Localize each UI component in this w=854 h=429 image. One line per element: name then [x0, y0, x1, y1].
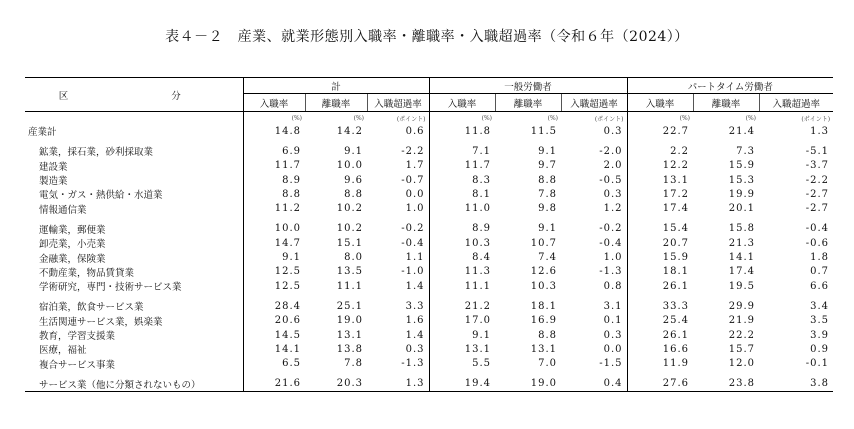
value-cell: -5.1: [805, 145, 830, 157]
value-cell: 10.3: [530, 280, 558, 292]
value-cell: 11.3: [464, 266, 492, 278]
value-cell: 13.8: [336, 343, 363, 355]
value-cell: 8.9: [282, 174, 301, 186]
value-cell: -0.2: [561, 216, 627, 236]
value-cell: 0.3: [561, 328, 627, 342]
value-cell: -2.0: [561, 138, 627, 158]
value-cell: 0.7: [810, 266, 830, 278]
unit-label: (%): [291, 114, 302, 122]
value-cell: 10.0: [336, 160, 363, 172]
value-cell: 1.4: [367, 328, 429, 342]
value-cell: 5.5: [472, 358, 492, 370]
value-cell: -0.2: [367, 216, 429, 236]
value-cell: 1.0: [561, 250, 627, 264]
value-cell: 11.1: [464, 280, 492, 292]
value-cell: 9.1: [538, 145, 558, 157]
value-cell: 9.1: [538, 223, 558, 235]
value-cell: 1.4: [367, 279, 429, 293]
value-cell: 15.7: [728, 343, 756, 355]
value-cell: 1.3: [367, 371, 429, 392]
value-cell: 17.2: [662, 188, 690, 200]
value-cell: 0.0: [367, 187, 429, 201]
value-cell: 1.0: [367, 201, 429, 215]
value-cell: 1.6: [367, 314, 429, 328]
table-row: [25, 201, 833, 215]
value-cell: -1.0: [367, 265, 429, 279]
row-label: 宿泊業，飲食サービス業: [25, 293, 243, 313]
value-cell: 1.2: [561, 201, 627, 215]
value-cell: -0.4: [805, 223, 830, 235]
table-row: [25, 265, 833, 279]
value-cell: 8.9: [472, 223, 492, 235]
table-row: [25, 250, 833, 264]
row-label: 学術研究，専門・技術サービス業: [25, 279, 243, 293]
value-cell: 10.0: [274, 223, 301, 235]
value-cell: 0.8: [561, 279, 627, 293]
value-cell: 11.2: [274, 203, 301, 215]
value-cell: 9.8: [538, 203, 558, 215]
row-label: 運輸業，郵便業: [25, 216, 243, 236]
value-cell: 10.2: [336, 203, 363, 215]
value-cell: 19.4: [429, 371, 495, 392]
value-cell: 15.3: [728, 174, 756, 186]
table-row: [25, 124, 833, 138]
value-cell: -0.6: [805, 237, 830, 249]
value-cell: 1.3: [810, 125, 830, 137]
unit-label: (%): [353, 114, 364, 122]
col-header-net-rate: 入職超過率: [759, 94, 833, 112]
value-cell: 26.1: [662, 280, 690, 292]
value-cell: 0.6: [367, 124, 429, 138]
value-cell: -2.2: [805, 174, 830, 186]
value-cell: 14.1: [274, 343, 301, 355]
table-row: [25, 371, 833, 392]
table-row: [25, 159, 833, 173]
value-cell: 12.5: [274, 266, 301, 278]
value-cell: 0.3: [561, 187, 627, 201]
value-cell: -1.5: [561, 356, 627, 370]
value-cell: -3.7: [805, 160, 830, 172]
value-cell: 15.4: [662, 223, 690, 235]
value-cell: 6.6: [810, 280, 830, 292]
row-label: 産業計: [25, 124, 243, 138]
value-cell: 17.4: [728, 266, 756, 278]
value-cell: 19.5: [728, 280, 756, 292]
row-label: 教育，学習支援業: [25, 328, 243, 342]
unit-label: (ポイント): [367, 112, 429, 125]
value-cell: 7.8: [538, 188, 558, 200]
unit-label: (%): [679, 114, 691, 122]
value-cell: 17.0: [464, 315, 492, 327]
table-row: [25, 138, 833, 158]
value-cell: 12.6: [530, 266, 558, 278]
value-cell: 25.4: [662, 315, 690, 327]
value-cell: 14.7: [274, 237, 301, 249]
unit-label: (ポイント): [801, 115, 831, 123]
table-row: [25, 173, 833, 187]
kubun-header: 区 分: [25, 78, 243, 112]
value-cell: 9.1: [472, 329, 492, 341]
value-cell: 7.1: [472, 145, 492, 157]
value-cell: -2.7: [805, 188, 830, 200]
value-cell: 18.1: [662, 266, 690, 278]
row-label: 情報通信業: [25, 201, 243, 215]
value-cell: 11.1: [336, 280, 363, 292]
value-cell: 25.1: [336, 300, 363, 312]
value-cell: 28.4: [274, 300, 301, 312]
col-header-separation-rate: 離職率: [693, 94, 759, 112]
value-cell: 9.6: [344, 174, 363, 186]
value-cell: 13.1: [662, 174, 690, 186]
value-cell: 2.0: [561, 159, 627, 173]
value-cell: 9.1: [344, 145, 363, 157]
table-row: [25, 342, 833, 356]
value-cell: 20.6: [274, 315, 301, 327]
row-label: 製造業: [25, 173, 243, 187]
value-cell: 21.2: [464, 300, 492, 312]
value-cell: 11.5: [530, 125, 558, 137]
value-cell: 20.3: [305, 371, 367, 392]
table-title: 表４－２ 産業、就業形態別入職率・離職率・入職超過率（令和６年（2024））: [165, 29, 689, 45]
value-cell: 15.9: [662, 252, 690, 264]
value-cell: 12.2: [662, 160, 690, 172]
value-cell: 13.5: [336, 266, 363, 278]
value-cell: 19.9: [728, 188, 756, 200]
value-cell: 8.8: [344, 188, 363, 200]
value-cell: 6.5: [282, 358, 301, 370]
row-label: 複合サービス事業: [25, 356, 243, 370]
value-cell: 22.2: [728, 329, 756, 341]
table-row: [25, 328, 833, 342]
value-cell: 16.9: [530, 315, 558, 327]
col-header-net-rate: 入職超過率: [561, 94, 627, 112]
value-cell: 17.4: [662, 203, 690, 215]
col-header-entry-rate: 入職率: [243, 94, 305, 112]
value-cell: 21.4: [728, 125, 756, 137]
value-cell: 19.0: [495, 371, 561, 392]
row-label: 金融業，保険業: [25, 250, 243, 264]
table-row: [25, 187, 833, 201]
value-cell: 8.1: [472, 188, 492, 200]
value-cell: 1.1: [367, 250, 429, 264]
value-cell: -0.4: [367, 236, 429, 250]
value-cell: 8.8: [538, 329, 558, 341]
value-cell: 10.3: [464, 237, 492, 249]
unit-label: (ポイント): [561, 112, 627, 125]
value-cell: 7.8: [344, 358, 363, 370]
value-cell: -0.1: [805, 358, 830, 370]
value-cell: 21.3: [728, 237, 756, 249]
value-cell: 7.0: [538, 358, 558, 370]
value-cell: 7.3: [736, 145, 756, 157]
turnover-table: [25, 77, 833, 392]
value-cell: 23.8: [693, 371, 759, 392]
table-row: [25, 293, 833, 313]
unit-label: (%): [745, 114, 757, 122]
value-cell: 3.1: [561, 293, 627, 313]
header-row-groups: [25, 78, 833, 94]
value-cell: 0.4: [561, 371, 627, 392]
value-cell: 3.5: [810, 315, 830, 327]
value-cell: 1.8: [810, 252, 830, 264]
value-cell: 11.7: [464, 160, 492, 172]
value-cell: -2.7: [805, 203, 830, 215]
value-cell: -2.2: [367, 138, 429, 158]
group-header-general: 一般労働者: [429, 78, 627, 94]
value-cell: 8.4: [472, 252, 492, 264]
col-header-separation-rate: 離職率: [305, 94, 367, 112]
value-cell: 12.0: [728, 358, 756, 370]
value-cell: 0.9: [810, 343, 830, 355]
value-cell: 1.7: [367, 159, 429, 173]
table-row: [25, 279, 833, 293]
col-header-net-rate: 入職超過率: [367, 94, 429, 112]
value-cell: 27.6: [627, 371, 693, 392]
value-cell: 15.1: [336, 237, 363, 249]
value-cell: 9.1: [282, 252, 301, 264]
value-cell: 14.2: [336, 125, 363, 137]
group-header-total: 計: [243, 78, 429, 94]
value-cell: 29.9: [728, 300, 756, 312]
value-cell: 10.2: [336, 223, 363, 235]
value-cell: 3.3: [367, 293, 429, 313]
row-label: 鉱業，採石業，砂利採取業: [25, 138, 243, 158]
value-cell: 16.6: [662, 343, 690, 355]
value-cell: 11.7: [274, 160, 301, 172]
value-cell: 20.1: [728, 203, 756, 215]
table-row: [25, 236, 833, 250]
row-label: 電気・ガス・熱供給・水道業: [25, 187, 243, 201]
value-cell: 0.3: [367, 342, 429, 356]
value-cell: 18.1: [530, 300, 558, 312]
value-cell: 0.3: [561, 124, 627, 138]
value-cell: -0.7: [367, 173, 429, 187]
value-cell: -1.3: [367, 356, 429, 370]
value-cell: 15.8: [728, 223, 756, 235]
value-cell: 2.2: [670, 145, 690, 157]
value-cell: 8.3: [472, 174, 492, 186]
value-cell: 20.7: [662, 237, 690, 249]
col-header-entry-rate: 入職率: [429, 94, 495, 112]
row-label: 建設業: [25, 159, 243, 173]
col-header-entry-rate: 入職率: [627, 94, 693, 112]
value-cell: -1.3: [561, 265, 627, 279]
row-label: 不動産業，物品賃貸業: [25, 265, 243, 279]
value-cell: 12.5: [274, 280, 301, 292]
value-cell: 14.1: [728, 252, 756, 264]
value-cell: 26.1: [662, 329, 690, 341]
value-cell: -0.5: [561, 173, 627, 187]
value-cell: 14.5: [274, 329, 301, 341]
value-cell: 21.9: [728, 315, 756, 327]
table-row: [25, 314, 833, 328]
value-cell: 8.8: [538, 174, 558, 186]
value-cell: 21.6: [243, 371, 305, 392]
value-cell: 8.8: [282, 188, 301, 200]
value-cell: 10.7: [530, 237, 558, 249]
value-cell: 8.0: [344, 252, 363, 264]
value-cell: -0.4: [561, 236, 627, 250]
value-cell: 6.9: [282, 145, 301, 157]
table-row: [25, 216, 833, 236]
row-label: 医療，福祉: [25, 342, 243, 356]
unit-label: (%): [481, 114, 493, 122]
col-header-separation-rate: 離職率: [495, 94, 561, 112]
value-cell: 13.1: [336, 329, 363, 341]
value-cell: 9.7: [538, 160, 558, 172]
group-header-parttime: パートタイム労働者: [627, 78, 833, 94]
row-label: 卸売業，小売業: [25, 236, 243, 250]
row-label: サービス業（他に分類されないもの）: [25, 371, 243, 392]
value-cell: 0.0: [561, 342, 627, 356]
value-cell: 15.9: [728, 160, 756, 172]
unit-label: (%): [547, 114, 559, 122]
table-row: [25, 356, 833, 370]
value-cell: 3.9: [810, 329, 830, 341]
value-cell: 13.1: [530, 343, 558, 355]
value-cell: 33.3: [662, 300, 690, 312]
value-cell: 14.8: [274, 125, 301, 137]
value-cell: 3.4: [810, 300, 830, 312]
value-cell: 19.0: [336, 315, 363, 327]
value-cell: 11.9: [662, 358, 690, 370]
value-cell: 7.4: [538, 252, 558, 264]
value-cell: 11.0: [464, 203, 492, 215]
value-cell: 3.8: [759, 371, 833, 392]
value-cell: 11.8: [464, 125, 492, 137]
value-cell: 13.1: [464, 343, 492, 355]
row-label: 生活関連サービス業，娯楽業: [25, 314, 243, 328]
value-cell: 0.1: [561, 314, 627, 328]
value-cell: 22.7: [662, 125, 690, 137]
units-row: [25, 112, 833, 125]
